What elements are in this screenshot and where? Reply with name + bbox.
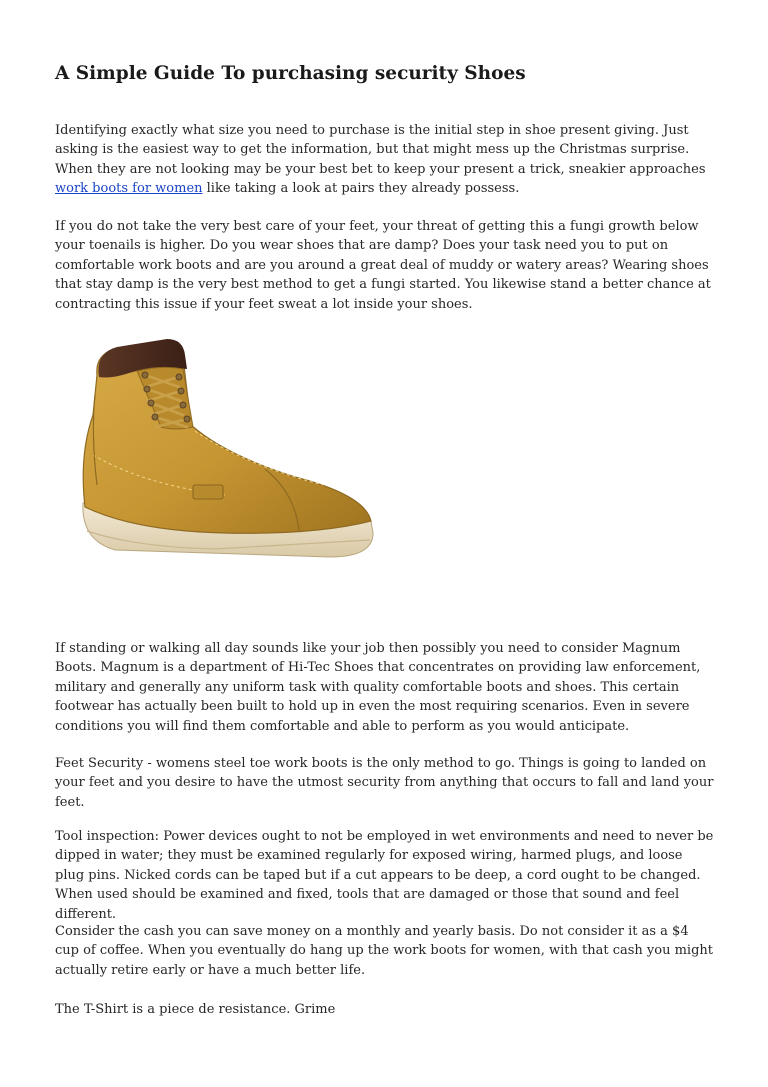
paragraph-3: If standing or walking all day sounds like your job then possibly you need to consider Magnum Boots. Magnum is a department of Hi-Tec Shoes that concentrates on providing law enforcement, military and generally any uniform task with quality comfortable boots and shoes. This certain footwear has actually been built to hold up in even the most requiring scenarios. Even in severe conditions you will find them comfortable and able to perform as you would anticipate. xyxy=(55,641,701,734)
paragraph-5: Tool inspection: Power devices ought to not be employed in wet environments and need to never be dipped in water; they must be examined regularly for exposed wiring, harmed plugs, and loose plug pins. Nicked cords can be taped but if a cut appears to be deep, a cord ought to be changed. When used should be examined and fixed, tools that are damaged or those that sound and feel different. xyxy=(55,829,714,922)
work-boot-image xyxy=(75,335,380,585)
paragraph-2: If you do not take the very best care of your feet, your threat of getting this a fungi growth below your toenails is higher. Do you wear shoes that are damp? Does your task need you to put on comfortable work boots and are you around a great deal of muddy or watery areas? Wearing shoes that stay damp is the very best method to get a fungi started. You likewise stand a better chance at contracting this issue if your feet sweat a lot inside your shoes. xyxy=(55,219,711,312)
work-boots-link[interactable]: work boots for women xyxy=(55,181,203,197)
paragraph-1-text-b: like taking a look at pairs they already possess. xyxy=(202,181,520,197)
paragraph-4: Feet Security - womens steel toe work boots is the only method to go. Things is going to landed on your feet and you desire to have the utmost security from anything that occurs to fall and land your feet. xyxy=(55,756,714,810)
page-title: A Simple Guide To purchasing security Shoes xyxy=(55,63,526,84)
paragraph-1 xyxy=(55,121,715,199)
work-boot-illustration xyxy=(75,335,380,585)
paragraph-1-text-a: Identifying exactly what size you need to purchase is the initial step in shoe present giving. Just asking is the easiest way to get the information, but that might mess up the Christmas surprise. When they are not looking may be your best bet to keep your present a trick, sneakier approaches xyxy=(55,123,706,177)
paragraph-6: Consider the cash you can save money on a monthly and yearly basis. Do not consider it as a $4 cup of coffee. When you eventually do hang up the work boots for women, with that cash you might actually retire early or have a much better life. xyxy=(55,924,713,978)
paragraph-7: The T-Shirt is a piece de resistance. Grime xyxy=(55,1002,336,1017)
